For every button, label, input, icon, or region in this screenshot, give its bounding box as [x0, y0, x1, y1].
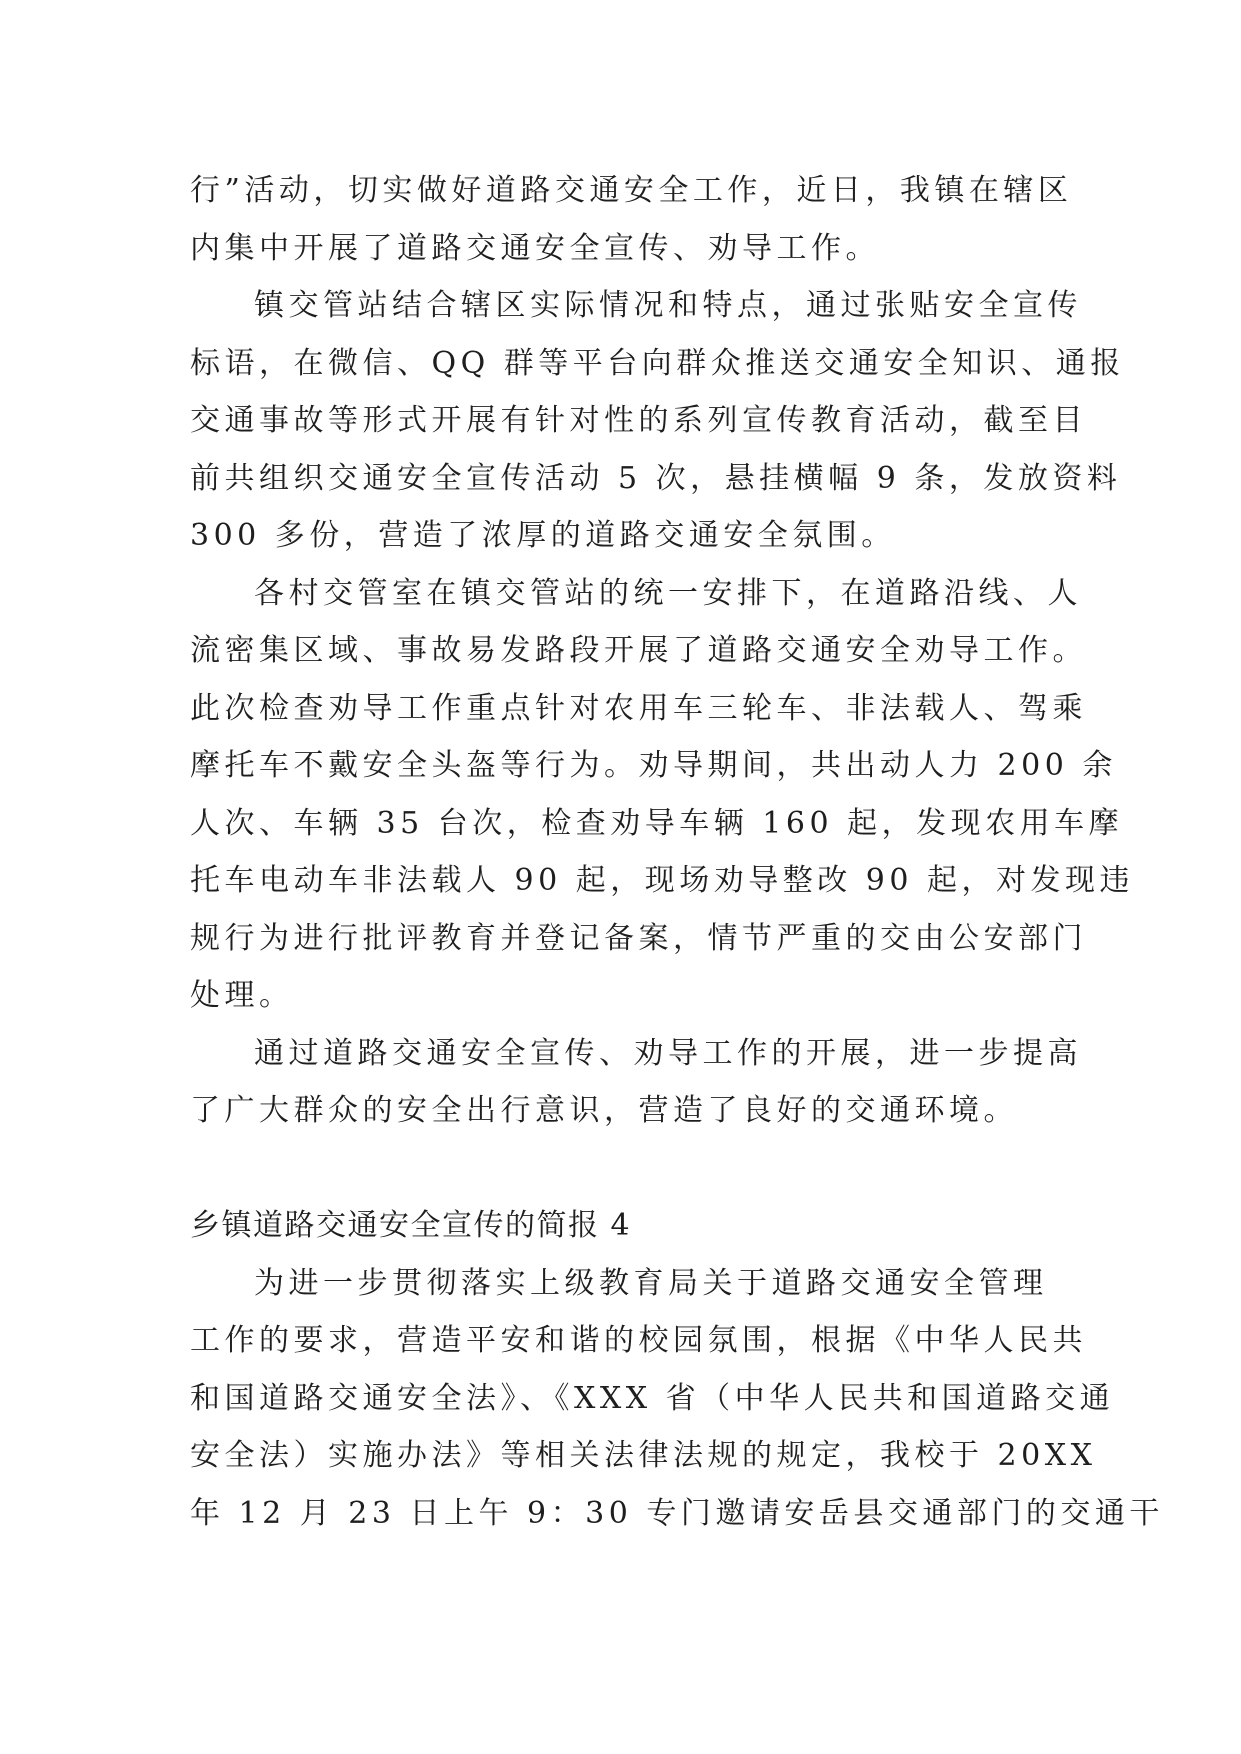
text-line: 此次检查劝导工作重点针对农用车三轮车、非法载人、驾乘: [190, 690, 1087, 726]
text-line: 前共组织交通安全宣传活动 5 次，悬挂横幅 9 条，发放资料: [190, 460, 1122, 496]
text-line: 了广大群众的安全出行意识，营造了良好的交通环境。: [190, 1093, 1018, 1128]
text-line: 行”活动，切实做好道路交通安全工作，近日，我镇在辖区: [190, 173, 1073, 208]
text-line: 流密集区域、事故易发路段开展了道路交通安全劝导工作。: [190, 633, 1087, 668]
paragraph-2: [190, 277, 1125, 565]
text-line: 托车电动车非法载人 90 起，现场劝导整改 90 起，对发现违: [190, 863, 1134, 898]
text-line: 通过道路交通安全宣传、劝导工作的开展，进一步提高: [254, 1035, 1082, 1071]
document-body: [190, 162, 1164, 1542]
paragraph-3: [190, 565, 1134, 1025]
paragraph-5: [190, 1255, 1164, 1543]
section-heading: 乡镇道路交通安全宣传的简报 4: [190, 1208, 632, 1243]
text-line: 年 12 月 23 日上午 9：30 专门邀请安岳县交通部门的交通干: [190, 1495, 1164, 1531]
text-line: 和国道路交通安全法》、《XXX 省（中华人民共和国道路交通: [190, 1380, 1115, 1416]
paragraph-spacer: [190, 1140, 1060, 1198]
text-line: 各村交管室在镇交管站的统一安排下，在道路沿线、人: [254, 575, 1082, 611]
text-line: 交通事故等形式开展有针对性的系列宣传教育活动，截至目: [190, 403, 1087, 438]
text-line: 镇交管站结合辖区实际情况和特点，通过张贴安全宣传: [254, 288, 1082, 323]
text-line: 处理。: [190, 978, 294, 1013]
text-line: 摩托车不戴安全头盔等行为。劝导期间，共出动人力 200 余: [190, 748, 1117, 783]
text-line: 内集中开展了道路交通安全宣传、劝导工作。: [190, 230, 880, 266]
text-line: 为进一步贯彻落实上级教育局关于道路交通安全管理: [254, 1265, 1048, 1301]
paragraph-4: [190, 1025, 1082, 1140]
text-line: 人次、车辆 35 台次，检查劝导车辆 160 起，发现农用车摩: [190, 805, 1124, 841]
text-line: 标语，在微信、QQ 群等平台向群众推送交通安全知识、通报: [190, 345, 1125, 381]
text-line: 规行为进行批评教育并登记备案，情节严重的交由公安部门: [190, 920, 1087, 956]
text-line: 300 多份，营造了浓厚的道路交通安全氛围。: [190, 518, 896, 553]
text-line: 安全法）实施办法》等相关法律法规的规定，我校于 20XX: [190, 1438, 1097, 1473]
paragraph-1: [190, 162, 1073, 277]
text-line: 工作的要求，营造平安和谐的校园氛围，根据《中华人民共: [190, 1323, 1087, 1358]
